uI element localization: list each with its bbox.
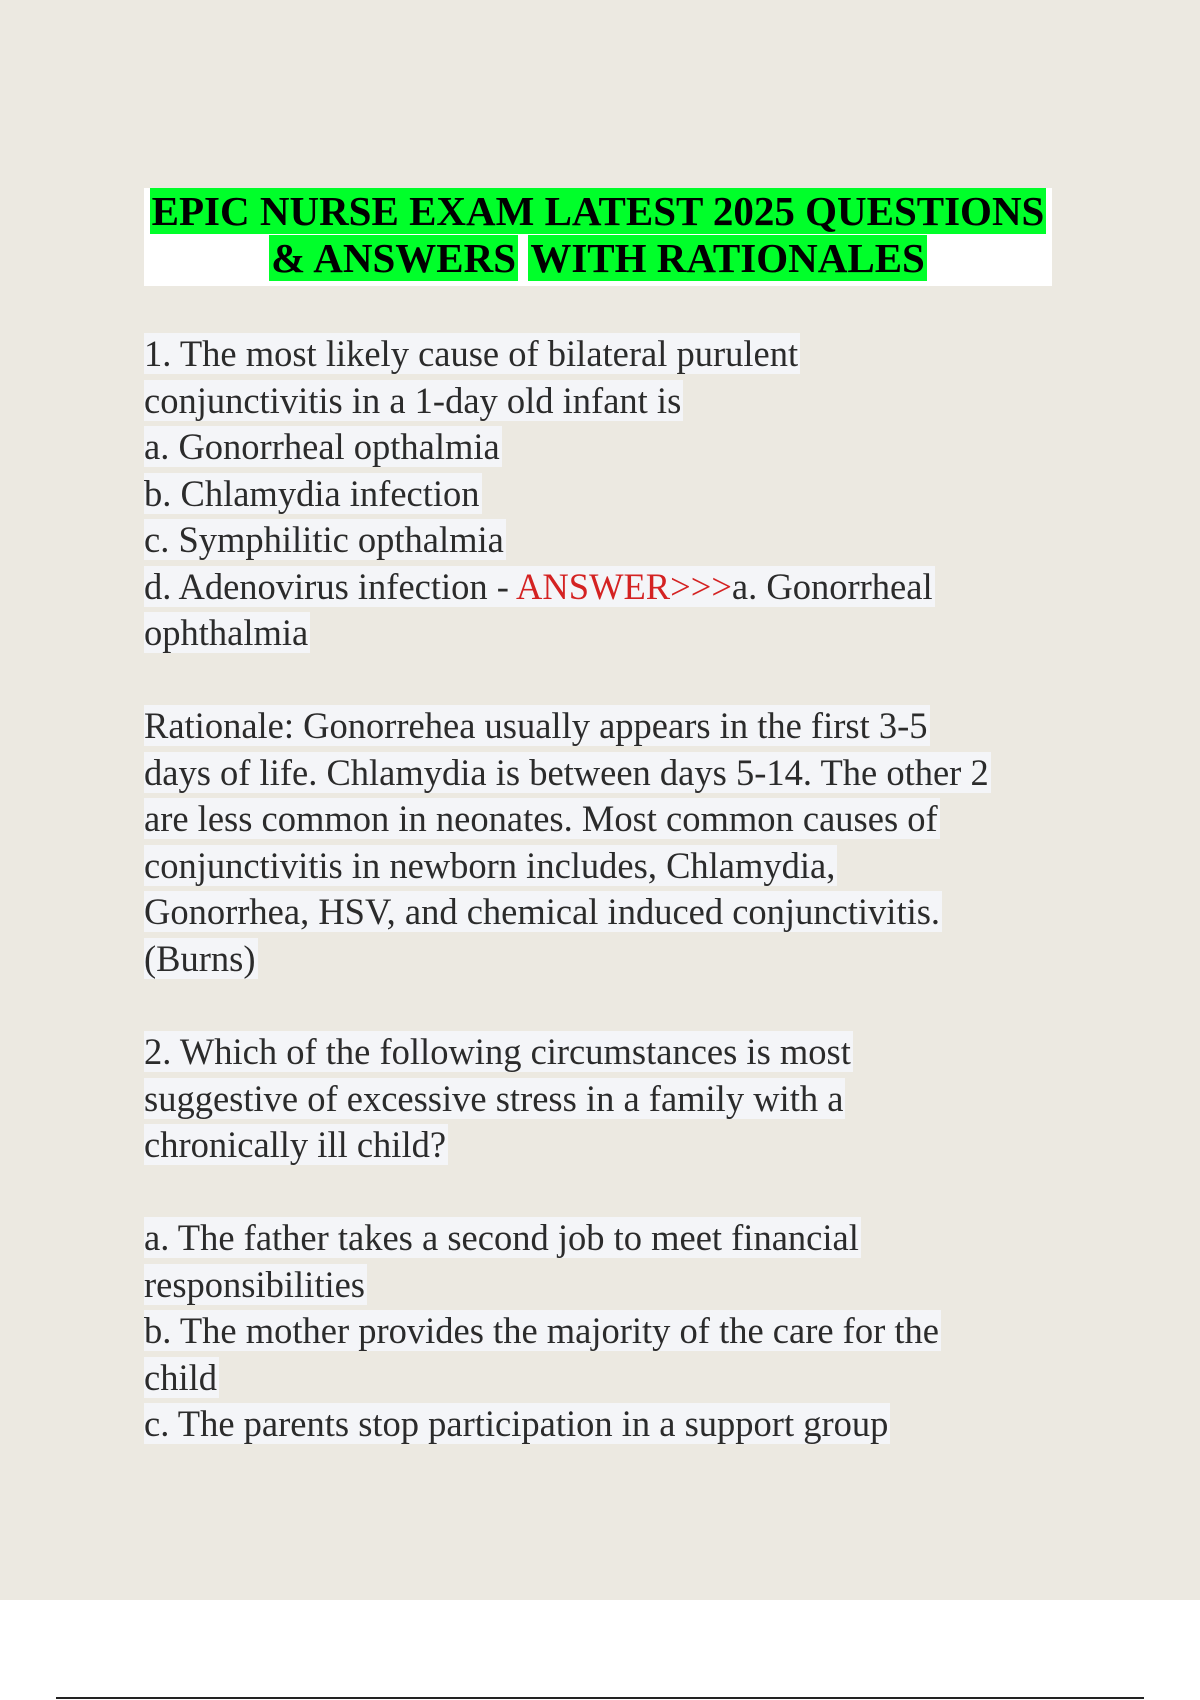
- rationale-1: [144, 703, 1084, 982]
- question-2-option-a-line-2: responsibilities: [144, 1263, 366, 1305]
- question-1-answer-continued: ophthalmia: [144, 612, 309, 653]
- question-1-option-a: a. Gonorrheal opthalmia: [144, 426, 500, 467]
- option-d-text: d. Adenovirus infection -: [144, 565, 517, 607]
- question-1: [144, 331, 1084, 657]
- rationale-line-6: (Burns): [144, 937, 256, 979]
- title-line-1: [144, 188, 1052, 235]
- question-2-option-b-line-1: b. The mother provides the majority of the care for the: [144, 1310, 939, 1351]
- answer-label: ANSWER>>>: [516, 565, 732, 607]
- rationale-line-1: Rationale: Gonorrehea usually appears in the first 3-5: [144, 705, 928, 746]
- question-2-stem-line-2: suggestive of excessive stress in a family with a: [144, 1077, 844, 1119]
- rationale-line-3: are less common in neonates. Most common causes of: [144, 798, 938, 839]
- question-2-stem-line-3: chronically ill child?: [144, 1124, 447, 1165]
- question-2-option-a-line-1: a. The father takes a second job to meet financial: [144, 1217, 859, 1258]
- title-text-1: EPIC NURSE EXAM LATEST 2025 QUESTIONS: [151, 188, 1045, 234]
- rationale-line-5: Gonorrhea, HSV, and chemical induced conjunctivitis.: [144, 891, 941, 932]
- question-1-option-d: [144, 564, 1084, 611]
- answer-value: a. Gonorrheal: [731, 565, 933, 607]
- question-1-stem-line-1: 1. The most likely cause of bilateral purulent: [144, 333, 799, 374]
- question-2-stem-line-1: 2. Which of the following circumstances is most: [144, 1031, 851, 1072]
- rationale-line-4: conjunctivitis in newborn includes, Chlamydia,: [144, 844, 836, 886]
- document-title: [144, 188, 1052, 286]
- rationale-line-2: days of life. Chlamydia is between days 5-14. The other 2: [144, 751, 989, 793]
- title-line-2: [144, 235, 1052, 282]
- question-2-options: [144, 1215, 1084, 1448]
- question-1-stem-line-2: conjunctivitis in a 1-day old infant is: [144, 379, 682, 421]
- question-2-option-b-line-2: child: [144, 1356, 217, 1398]
- title-text-2b: WITH RATIONALES: [530, 235, 925, 281]
- question-2-stem: [144, 1029, 1084, 1169]
- title-text-2a: & ANSWERS: [271, 235, 517, 281]
- question-2-option-c: c. The parents stop participation in a support group: [144, 1403, 889, 1444]
- question-1-option-b: b. Chlamydia infection: [144, 472, 480, 514]
- footer-divider: [56, 1697, 1144, 1699]
- question-1-option-c: c. Symphilitic opthalmia: [144, 519, 504, 560]
